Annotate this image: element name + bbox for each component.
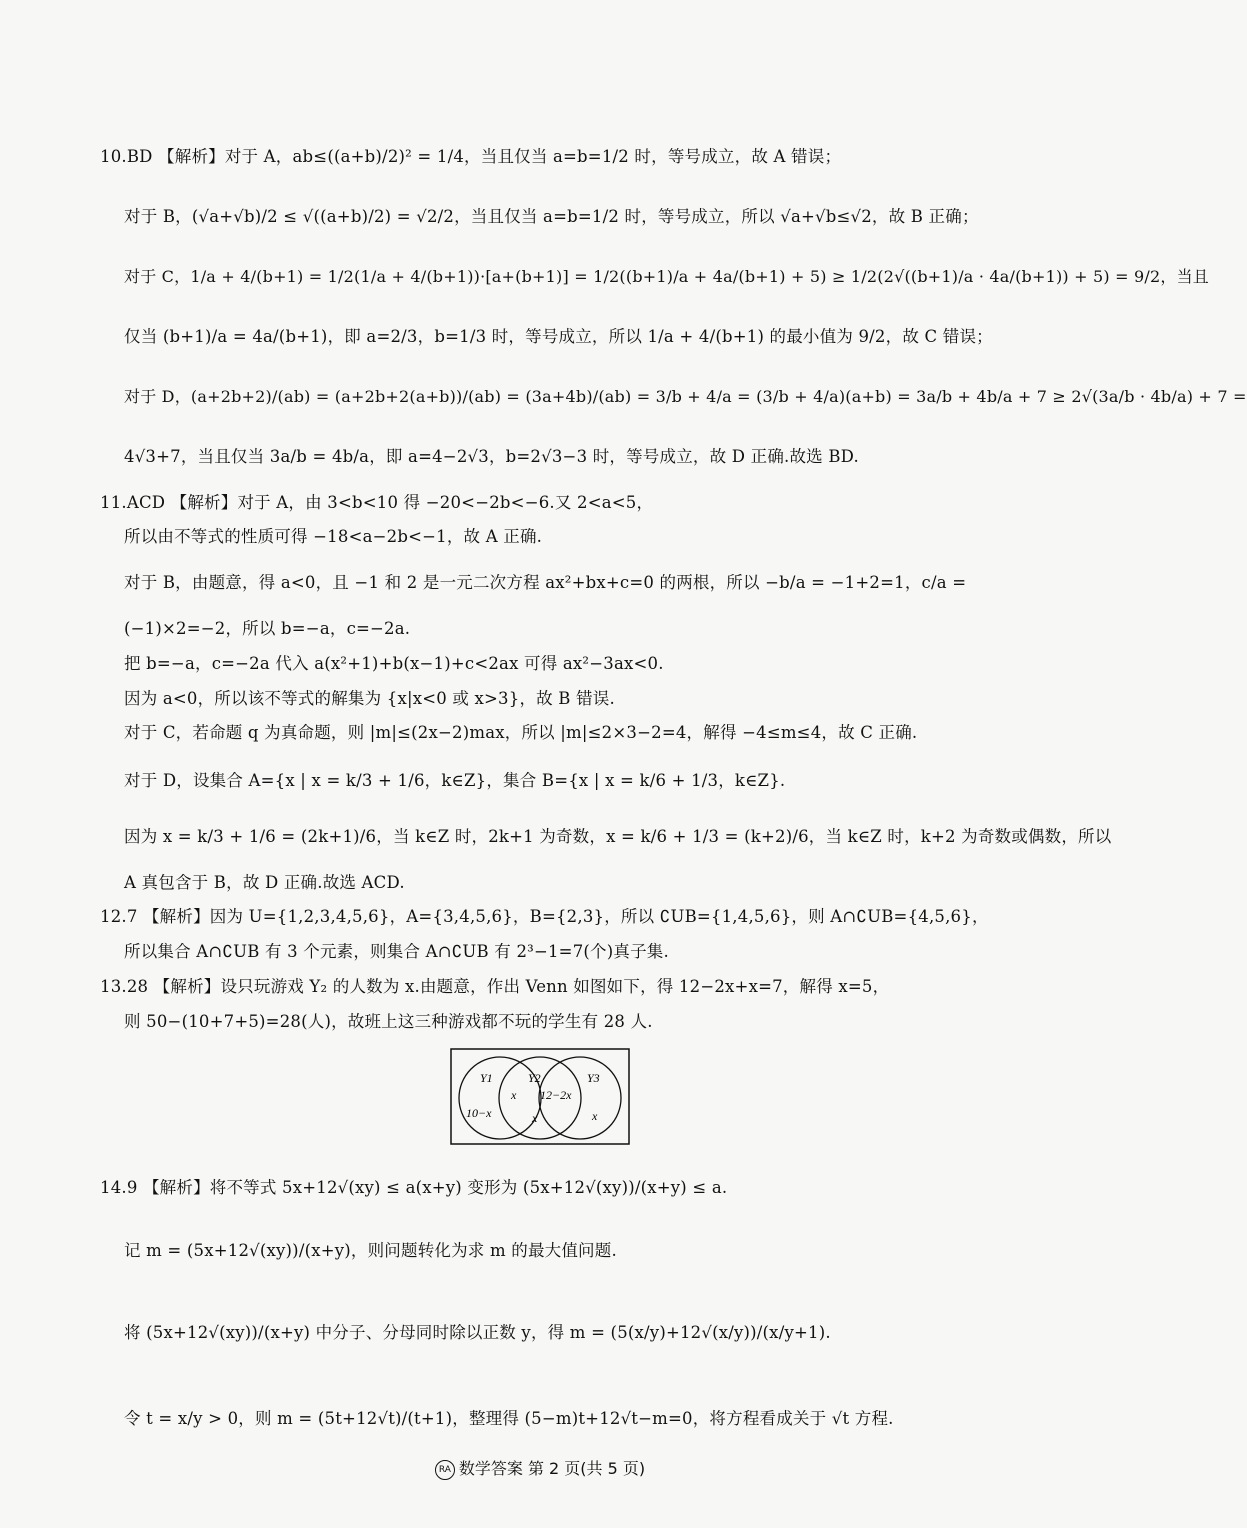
venn-diagram xyxy=(450,1048,630,1145)
line-q11-a1: 11.ACD 【解析】对于 A，由 3<b<10 得 −20<−2b<−6.又 2<a<5， xyxy=(100,493,654,512)
line-q11-a2: 所以由不等式的性质可得 −18<a−2b<−1，故 A 正确. xyxy=(124,527,543,546)
line-q13-1: 13.28 【解析】设只玩游戏 Y₂ 的人数为 x.由题意，作出 Venn 如图如下，得 12−2x+x=7，解得 x=5， xyxy=(100,977,890,996)
line-q14-1: 14.9 【解析】将不等式 5x+12√(xy) ≤ a(x+y) 变形为 (5x+12√(xy))/(x+y) ≤ a. xyxy=(100,1178,728,1197)
line-q13-2: 则 50−(10+7+5)=28(人)，故班上这三种游戏都不玩的学生有 28 人. xyxy=(124,1012,653,1031)
line-q14-2: 记 m = (5x+12√(xy))/(x+y)，则问题转化为求 m 的最大值问题. xyxy=(124,1241,617,1260)
footer-text: 数学答案 第 2 页(共 5 页) xyxy=(458,1459,646,1478)
venn-label-y3: Y3 xyxy=(587,1071,600,1085)
page-footer xyxy=(0,1456,1080,1480)
line-q10-d1: 对于 D，(a+2b+2)/(ab) = (a+2b+2(a+b))/(ab) = (3a+4b)/(ab) = 3/b + 4/a = (3/b + 4/a)(a+b) = 3a/b + 4b/a + 7 ≥ 2√(3a/b · 4b/a) + 7 = xyxy=(124,387,1247,406)
line-q11-b4: 因为 a<0，所以该不等式的解集为 {x|x<0 或 x>3}，故 B 错误. xyxy=(124,689,615,708)
line-q14-3: 将 (5x+12√(xy))/(x+y) 中分子、分母同时除以正数 y，得 m = (5(x/y)+12√(x/y))/(x/y+1). xyxy=(124,1323,831,1342)
line-q14-4: 令 t = x/y > 0，则 m = (5t+12√t)/(t+1)，整理得 (5−m)t+12√t−m=0，将方程看成关于 √t 方程. xyxy=(124,1409,894,1428)
line-q11-d2: 因为 x = k/3 + 1/6 = (2k+1)/6，当 k∈Z 时，2k+1 为奇数，x = k/6 + 1/3 = (k+2)/6，当 k∈Z 时，k+2 为奇数或偶数，所以 xyxy=(124,827,1112,846)
line-q11-b3: 把 b=−a，c=−2a 代入 a(x²+1)+b(x−1)+c<2ax 可得 ax²−3ax<0. xyxy=(124,654,664,673)
line-q11-d3: A 真包含于 B，故 D 正确.故选 ACD. xyxy=(124,873,405,892)
line-q10-b: 对于 B，(√a+√b)/2 ≤ √((a+b)/2) = √2/2，当且仅当 a=b=1/2 时，等号成立，所以 √a+√b≤√2，故 B 正确； xyxy=(124,207,979,226)
line-q12-2: 所以集合 A∩∁UB 有 3 个元素，则集合 A∩∁UB 有 2³−1=7(个)真子集. xyxy=(124,942,669,961)
line-q11-d1: 对于 D，设集合 A={x | x = k/3 + 1/6，k∈Z}，集合 B={x | x = k/6 + 1/3，k∈Z}. xyxy=(124,771,786,790)
venn-region-y3-only: x xyxy=(592,1109,598,1123)
line-q11-b2: (−1)×2=−2，所以 b=−a，c=−2a. xyxy=(124,619,411,638)
venn-region-y2-lower: x xyxy=(532,1111,538,1125)
line-q11-b1: 对于 B，由题意，得 a<0，且 −1 和 2 是一元二次方程 ax²+bx+c=0 的两根，所以 −b/a = −1+2=1，c/a = xyxy=(124,573,967,592)
venn-label-y1: Y1 xyxy=(480,1071,493,1085)
venn-circle-y1 xyxy=(459,1057,541,1139)
venn-label-y2: Y2 xyxy=(528,1071,541,1085)
line-q10-c2: 仅当 (b+1)/a = 4a/(b+1)，即 a=2/3，b=1/3 时，等号成立，所以 1/a + 4/(b+1) 的最小值为 9/2，故 C 错误； xyxy=(124,327,993,346)
line-q10-a: 10.BD 【解析】对于 A，ab≤((a+b)/2)² = 1/4，当且仅当 a=b=1/2 时，等号成立，故 A 错误； xyxy=(100,147,842,166)
line-q11-c: 对于 C，若命题 q 为真命题，则 |m|≤(2x−2)max，所以 |m|≤2×3−2=4，解得 −4≤m≤4，故 C 正确. xyxy=(124,723,918,742)
line-q10-c1: 对于 C，1/a + 4/(b+1) = 1/2(1/a + 4/(b+1))·[a+(b+1)] = 1/2((b+1)/a + 4a/(b+1) + 5) ≥ 1/2(2√((b+1)/a · 4a/(b+1)) + 5) = 9/2，当且 xyxy=(124,267,1210,286)
venn-region-y2-y3: 12−2x xyxy=(540,1088,572,1102)
venn-region-y1-y2: x xyxy=(511,1088,517,1102)
line-q12-1: 12.7 【解析】因为 U={1,2,3,4,5,6}，A={3,4,5,6}，B={2,3}，所以 ∁UB={1,4,5,6}，则 A∩∁UB={4,5,6}， xyxy=(100,907,989,926)
publisher-logo-icon: RA xyxy=(435,1460,455,1480)
line-q10-d2: 4√3+7，当且仅当 3a/b = 4b/a，即 a=4−2√3，b=2√3−3 时，等号成立，故 D 正确.故选 BD. xyxy=(124,447,859,466)
venn-region-y1-only: 10−x xyxy=(466,1106,492,1120)
